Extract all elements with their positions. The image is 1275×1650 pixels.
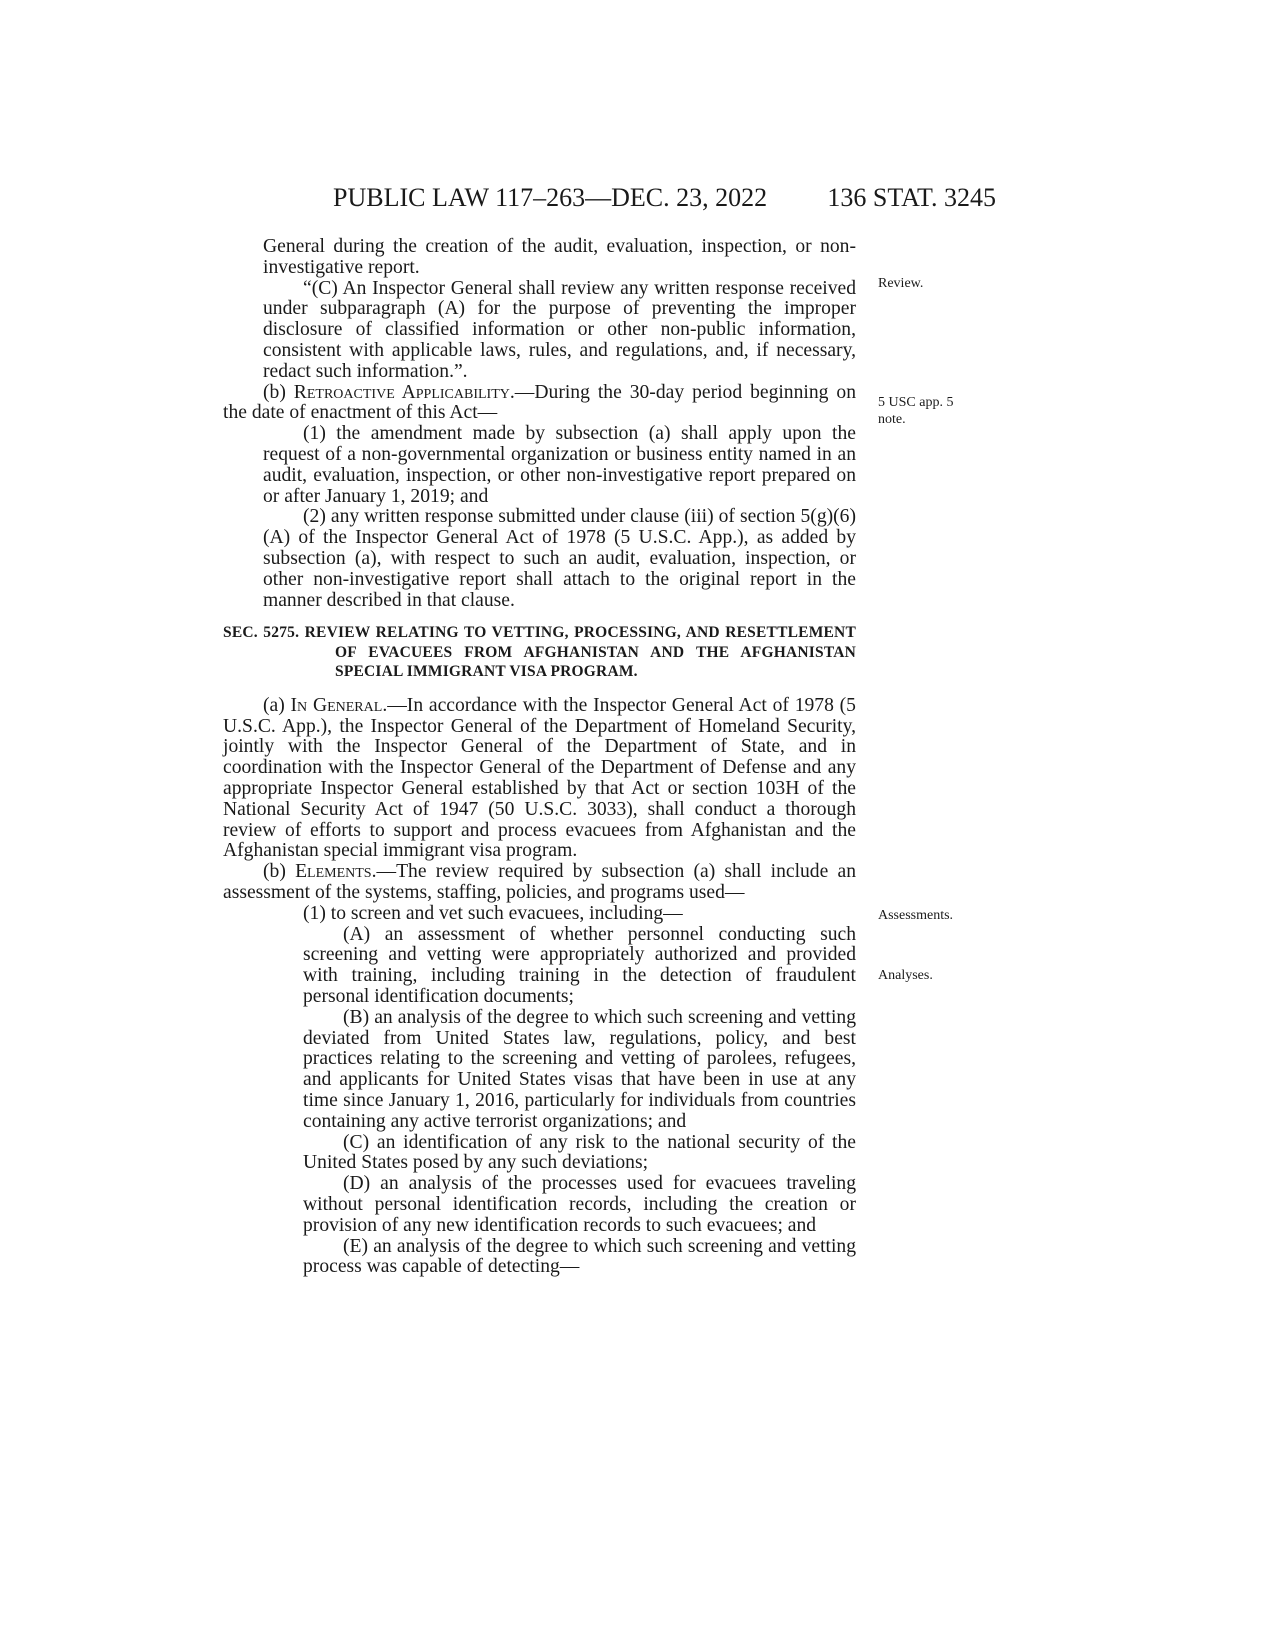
- margin-note-usc-line1: 5 USC app. 5: [878, 395, 954, 410]
- paragraph-b1: (1) the amendment made by subsection (a) shall apply upon the request of a non-governmental organization or business entity named in an audit, evaluation, inspection, or other non-investigative report prepared on or after January 1, 2019; and: [263, 423, 856, 507]
- subparagraph-a: (A) an assessment of whether personnel conducting such screening and vetting were appropriately authorized and provided with training, including training in the detection of fraudulent personal identification documents;: [303, 923, 856, 1007]
- subsection-b-retroactive: [223, 383, 856, 425]
- subparagraph-b: (B) an analysis of the degree to which such screening and vetting deviated from United States law, regulations, policy, and best practices relating to the screening and vetting of parolees, refugees, and applicants for United States visas that have been in use at any time since January 1, 2016, particularly for individuals from countries containing any active terrorist organizations; and: [303, 1006, 856, 1132]
- subparagraph-e: (E) an analysis of the degree to which such screening and vetting process was capable of detecting—: [303, 1235, 856, 1278]
- page-number: 136 STAT. 3245: [827, 183, 996, 212]
- subparagraph-c: “(C) An Inspector General shall review any written response received under subparagraph (A) for the purpose of preventing the improper disclosure of classified information or other non-public information, consistent with applicable laws, rules, and regulations, and, if necessary, redact such information.”.: [263, 277, 856, 382]
- subsection-b-text: .—During the 30-day period beginning on the date of enactment of this Act—: [223, 381, 856, 424]
- margin-note-usc-line2: note.: [878, 412, 906, 427]
- elements-text: .—The review required by subsection (a) shall include an assessment of the systems, staffing, policies, and programs used—: [223, 861, 856, 904]
- subparagraph-c-risk: (C) an identification of any risk to the national security of the United States posed by any such deviations;: [303, 1131, 856, 1174]
- running-head: PUBLIC LAW 117–263—DEC. 23, 2022: [333, 183, 768, 212]
- subsection-b-elements: [223, 862, 856, 904]
- page-header: [333, 178, 996, 218]
- document-body: [223, 237, 856, 1278]
- subsection-b-label: (b): [263, 381, 294, 403]
- subparagraph-d: (D) an analysis of the processes used for evacuees traveling without personal identification records, including the creation or provision of any new identification records to such evacuees; and: [303, 1173, 856, 1236]
- subsection-b-heading: Retroactive Applicability: [293, 381, 510, 403]
- section-heading: SEC. 5275. REVIEW RELATING TO VETTING, PROCESSING, AND RESETTLEMENT OF EVACUEES FROM AFGHANISTAN AND THE AFGHANISTAN SPECIAL IMMIGRANT VISA PROGRAM.: [223, 624, 856, 681]
- margin-note-review: Review.: [878, 276, 924, 291]
- paragraph-1: (1) to screen and vet such evacuees, including—: [303, 902, 683, 924]
- subsection-a-heading: In General: [290, 694, 383, 716]
- subsection-a-in-general: [223, 696, 856, 862]
- subsection-a-label: (a): [263, 694, 291, 716]
- elements-label: (b): [263, 861, 296, 883]
- paragraph-b2: (2) any written response submitted under clause (iii) of section 5(g)(6)(A) of the Inspector General Act of 1978 (5 U.S.C. App.), as added by subsection (a), with respect to such an audit, evaluation, inspection, or other non-investigative report shall attach to the original report in the manner described in that clause.: [263, 506, 856, 611]
- subsection-a-text: .—In accordance with the Inspector General Act of 1978 (5 U.S.C. App.), the Inspector General of the Department of Homeland Security, jointly with the Inspector General of the Department of State, and in coordination with the Inspector General of the Department of Defense and any appropriate Inspector General established by that Act or section 103H of the National Security Act of 1947 (50 U.S.C. 3033), shall conduct a thorough review of efforts to support and process evacuees from Afghanistan and the Afghanistan special immigrant visa program.: [223, 694, 856, 862]
- margin-note-assessments: Assessments.: [878, 908, 954, 923]
- elements-heading: Elements: [295, 861, 372, 883]
- margin-note-usc: [878, 394, 953, 428]
- continuation-paragraph: General during the creation of the audit, evaluation, inspection, or non-investigative report.: [263, 236, 856, 278]
- margin-note-analyses: Analyses.: [878, 968, 933, 983]
